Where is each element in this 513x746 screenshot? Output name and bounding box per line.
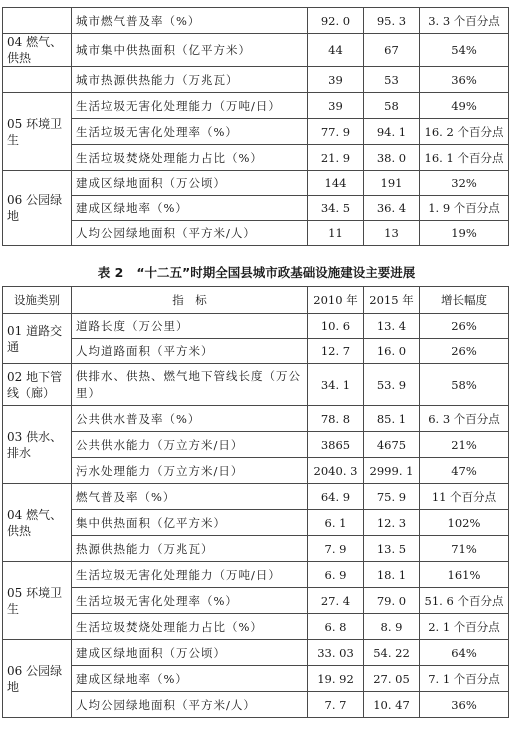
table-row — [3, 93, 509, 119]
table-row — [3, 640, 509, 666]
value-2015-cell: 85. 1 — [364, 406, 420, 432]
table-row — [3, 484, 509, 510]
category-cell — [3, 8, 72, 34]
table-row — [3, 67, 509, 93]
category-cell: 04 燃气、供热 — [3, 34, 72, 67]
growth-cell: 36% — [420, 67, 509, 93]
table-row — [3, 406, 509, 432]
value-2010-cell: 34. 1 — [308, 364, 364, 406]
value-2010-cell: 27. 4 — [308, 588, 364, 614]
growth-cell: 6. 3 个百分点 — [420, 406, 509, 432]
value-2010-cell: 92. 0 — [308, 8, 364, 34]
category-cell: 02 地下管线（廊） — [3, 364, 72, 406]
table-row — [3, 221, 509, 246]
growth-cell: 26% — [420, 314, 509, 339]
value-2015-cell: 75. 9 — [364, 484, 420, 510]
table-row — [3, 432, 509, 458]
table-row — [3, 614, 509, 640]
table-row — [3, 666, 509, 692]
growth-cell: 54% — [420, 34, 509, 67]
growth-cell: 11 个百分点 — [420, 484, 509, 510]
value-2010-cell: 12. 7 — [308, 339, 364, 364]
indicator-cell: 生活垃圾无害化处理率（%） — [72, 588, 308, 614]
category-cell: 01 道路交通 — [3, 314, 72, 364]
indicator-cell: 集中供热面积（亿平方米） — [72, 510, 308, 536]
header-indicator: 指 标 — [72, 287, 308, 314]
indicator-cell: 燃气普及率（%） — [72, 484, 308, 510]
growth-cell: 16. 2 个百分点 — [420, 119, 509, 145]
value-2015-cell: 8. 9 — [364, 614, 420, 640]
value-2015-cell: 12. 3 — [364, 510, 420, 536]
table-row — [3, 119, 509, 145]
table-2-caption — [0, 263, 513, 281]
value-2015-cell: 53 — [364, 67, 420, 93]
value-2010-cell: 6. 9 — [308, 562, 364, 588]
value-2010-cell: 6. 1 — [308, 510, 364, 536]
table-row — [3, 588, 509, 614]
indicator-cell: 人均公园绿地面积（平方米/人） — [72, 692, 308, 718]
value-2015-cell: 13. 5 — [364, 536, 420, 562]
caption-title: “十二五”时期全国县城市政基础设施建设主要进展 — [136, 265, 416, 280]
value-2015-cell: 95. 3 — [364, 8, 420, 34]
value-2015-cell: 58 — [364, 93, 420, 119]
value-2015-cell: 16. 0 — [364, 339, 420, 364]
value-2010-cell: 6. 8 — [308, 614, 364, 640]
growth-cell: 36% — [420, 692, 509, 718]
growth-cell: 26% — [420, 339, 509, 364]
header-growth: 增长幅度 — [420, 287, 509, 314]
table-row — [3, 562, 509, 588]
value-2015-cell: 13 — [364, 221, 420, 246]
table-row — [3, 314, 509, 339]
value-2015-cell: 36. 4 — [364, 196, 420, 221]
value-2010-cell: 64. 9 — [308, 484, 364, 510]
growth-cell: 49% — [420, 93, 509, 119]
indicator-cell: 人均公园绿地面积（平方米/人） — [72, 221, 308, 246]
value-2015-cell: 2999. 1 — [364, 458, 420, 484]
value-2010-cell: 2040. 3 — [308, 458, 364, 484]
value-2010-cell: 39 — [308, 67, 364, 93]
table-row — [3, 692, 509, 718]
category-cell: 06 公园绿地 — [3, 171, 72, 246]
growth-cell: 71% — [420, 536, 509, 562]
category-cell — [3, 67, 72, 93]
indicator-cell: 公共供水普及率（%） — [72, 406, 308, 432]
table-row — [3, 34, 509, 67]
value-2015-cell: 13. 4 — [364, 314, 420, 339]
growth-cell: 58% — [420, 364, 509, 406]
value-2010-cell: 21. 9 — [308, 145, 364, 171]
value-2010-cell: 39 — [308, 93, 364, 119]
category-cell: 06 公园绿地 — [3, 640, 72, 718]
indicator-cell: 生活垃圾焚烧处理能力占比（%） — [72, 145, 308, 171]
growth-cell: 1. 9 个百分点 — [420, 196, 509, 221]
value-2010-cell: 44 — [308, 34, 364, 67]
value-2015-cell: 10. 47 — [364, 692, 420, 718]
value-2010-cell: 33. 03 — [308, 640, 364, 666]
growth-cell: 19% — [420, 221, 509, 246]
growth-cell: 3. 3 个百分点 — [420, 8, 509, 34]
indicator-cell: 热源供热能力（万兆瓦） — [72, 536, 308, 562]
growth-cell: 47% — [420, 458, 509, 484]
table-row — [3, 364, 509, 406]
category-cell: 05 环境卫生 — [3, 562, 72, 640]
indicator-cell: 城市热源供热能力（万兆瓦） — [72, 67, 308, 93]
value-2015-cell: 27. 05 — [364, 666, 420, 692]
category-cell: 03 供水、排水 — [3, 406, 72, 484]
indicator-cell: 生活垃圾无害化处理率（%） — [72, 119, 308, 145]
value-2010-cell: 7. 7 — [308, 692, 364, 718]
indicator-cell: 生活垃圾无害化处理能力（万吨/日） — [72, 562, 308, 588]
table-header-row — [3, 287, 509, 314]
value-2015-cell: 67 — [364, 34, 420, 67]
indicator-cell: 人均道路面积（平方米） — [72, 339, 308, 364]
growth-cell: 102% — [420, 510, 509, 536]
table-row — [3, 458, 509, 484]
indicator-cell: 污水处理能力（万立方米/日） — [72, 458, 308, 484]
growth-cell: 21% — [420, 432, 509, 458]
indicator-cell: 城市燃气普及率（%） — [72, 8, 308, 34]
indicator-cell: 生活垃圾焚烧处理能力占比（%） — [72, 614, 308, 640]
value-2010-cell: 144 — [308, 171, 364, 196]
growth-cell: 2. 1 个百分点 — [420, 614, 509, 640]
category-cell: 05 环境卫生 — [3, 93, 72, 171]
table-row — [3, 145, 509, 171]
table-1 — [2, 7, 509, 246]
indicator-cell: 建成区绿地面积（万公顷） — [72, 171, 308, 196]
header-2010: 2010 年 — [308, 287, 364, 314]
indicator-cell: 建成区绿地率（%） — [72, 666, 308, 692]
table-row — [3, 196, 509, 221]
indicator-cell: 建成区绿地率（%） — [72, 196, 308, 221]
indicator-cell: 道路长度（万公里） — [72, 314, 308, 339]
value-2015-cell: 4675 — [364, 432, 420, 458]
indicator-cell: 城市集中供热面积（亿平方米） — [72, 34, 308, 67]
value-2015-cell: 79. 0 — [364, 588, 420, 614]
value-2010-cell: 10. 6 — [308, 314, 364, 339]
value-2010-cell: 11 — [308, 221, 364, 246]
value-2015-cell: 54. 22 — [364, 640, 420, 666]
value-2015-cell: 38. 0 — [364, 145, 420, 171]
indicator-cell: 生活垃圾无害化处理能力（万吨/日） — [72, 93, 308, 119]
value-2010-cell: 77. 9 — [308, 119, 364, 145]
category-cell: 04 燃气、供热 — [3, 484, 72, 562]
table-row — [3, 171, 509, 196]
growth-cell: 32% — [420, 171, 509, 196]
value-2015-cell: 18. 1 — [364, 562, 420, 588]
growth-cell: 161% — [420, 562, 509, 588]
header-2015: 2015 年 — [364, 287, 420, 314]
indicator-cell: 公共供水能力（万立方米/日） — [72, 432, 308, 458]
table-row — [3, 536, 509, 562]
value-2010-cell: 19. 92 — [308, 666, 364, 692]
value-2010-cell: 3865 — [308, 432, 364, 458]
value-2015-cell: 191 — [364, 171, 420, 196]
value-2015-cell: 94. 1 — [364, 119, 420, 145]
table-row — [3, 339, 509, 364]
value-2010-cell: 34. 5 — [308, 196, 364, 221]
value-2015-cell: 53. 9 — [364, 364, 420, 406]
growth-cell: 7. 1 个百分点 — [420, 666, 509, 692]
indicator-cell: 建成区绿地面积（万公顷） — [72, 640, 308, 666]
table-row — [3, 8, 509, 34]
header-category: 设施类别 — [3, 287, 72, 314]
value-2010-cell: 7. 9 — [308, 536, 364, 562]
growth-cell: 64% — [420, 640, 509, 666]
growth-cell: 51. 6 个百分点 — [420, 588, 509, 614]
table-row — [3, 510, 509, 536]
caption-label: 表 2 — [97, 265, 124, 280]
value-2010-cell: 78. 8 — [308, 406, 364, 432]
table-2 — [2, 286, 509, 718]
growth-cell: 16. 1 个百分点 — [420, 145, 509, 171]
indicator-cell: 供排水、供热、燃气地下管线长度（万公里） — [72, 364, 308, 406]
